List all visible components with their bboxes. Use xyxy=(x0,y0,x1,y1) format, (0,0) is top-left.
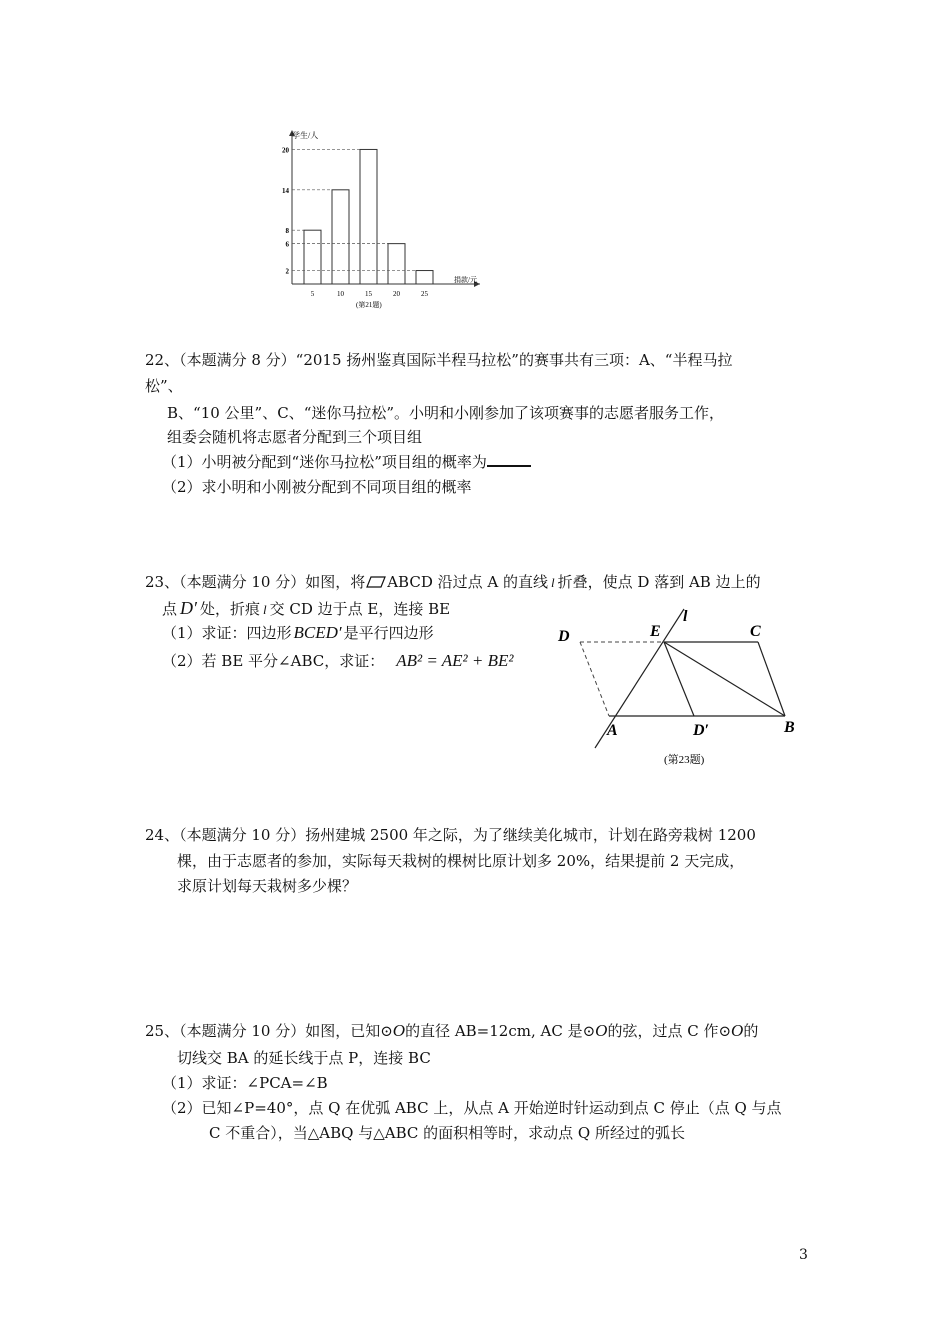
q25-part-1: （1）求证：∠PCA=∠B xyxy=(162,1074,328,1092)
q23-line-2 xyxy=(162,598,450,620)
x-tick-label: 10 xyxy=(337,290,344,298)
symbol-O-3: O xyxy=(731,1021,744,1040)
q22-line-1: 22、（本题满分 8 分）“2015 扬州鉴真国际半程马拉松”的赛事共有三项：A、“半程马拉 xyxy=(145,351,733,369)
q22-line-4: 组委会随机将志愿者分配到三个项目组 xyxy=(167,428,423,446)
y-tick-label: 20 xyxy=(282,146,289,155)
x-tick-label: 5 xyxy=(310,290,315,298)
label-C: C xyxy=(750,623,761,640)
label-l: l xyxy=(683,608,688,625)
q23-line-2b: 处，折痕 xyxy=(199,600,260,618)
q23-part-2a: （2）若 BE 平分∠ABC，求证： xyxy=(162,652,385,670)
label-E: E xyxy=(650,623,661,640)
q22-part-2: （2）求小明和小刚被分配到不同项目组的概率 xyxy=(162,478,472,496)
q23-part-2 xyxy=(162,651,513,671)
bar xyxy=(304,230,321,284)
label-B: B xyxy=(784,719,795,736)
q23-line-1a: 23、（本题满分 10 分）如图，将 xyxy=(145,573,366,591)
chart-21-plot xyxy=(282,130,480,298)
q25-part-2-cont: C 不重合），当△ABQ 与△ABC 的面积相等时，求动点 Q 所经过的弧长 xyxy=(209,1124,685,1142)
q22-line-2: 松”、 xyxy=(145,377,183,395)
figure-23-caption: (第23题) xyxy=(664,754,705,766)
q23-part-1 xyxy=(162,623,434,643)
chart-21-ylabel: 学生/人 xyxy=(292,131,319,140)
q24-line-3: 求原计划每天栽树多少棵？ xyxy=(177,877,358,895)
page-number: 3 xyxy=(799,1247,808,1263)
q22-part-1-text: （1）小明被分配到“迷你马拉松”项目组的概率为 xyxy=(162,453,487,471)
y-tick-label: 6 xyxy=(285,240,289,249)
segment-EB xyxy=(664,642,785,716)
y-tick-label: 8 xyxy=(285,227,289,236)
chart-21-caption: (第21题) xyxy=(356,301,382,309)
y-tick-label: 14 xyxy=(282,186,289,195)
symbol-bced: BCED′ xyxy=(293,623,342,642)
q23-part-1a: （1）求证：四边形 xyxy=(162,624,292,642)
q25-line-1c: 的弦，过点 C 作⊙ xyxy=(607,1022,732,1040)
x-tick-label: 15 xyxy=(365,290,372,298)
segment-ED-prime xyxy=(664,642,694,716)
q23-line-1 xyxy=(145,572,761,593)
symbol-d-prime: D′ xyxy=(180,598,197,618)
bar xyxy=(388,244,405,284)
label-A: A xyxy=(607,722,618,739)
answer-blank xyxy=(487,451,531,467)
q24-line-2: 棵，由于志愿者的参加，实际每天栽树的棵树比原计划多 20%，结果提前 2 天完成， xyxy=(177,852,745,870)
q23-part-1b: 是平行四边形 xyxy=(343,624,434,642)
x-tick-label: 25 xyxy=(421,290,428,298)
q23-line-2a: 点 xyxy=(162,600,178,618)
q23-line-1b: ABCD 沿过点 A 的直线 xyxy=(387,573,548,591)
q22-line-3: B、“10 公里”、C、“迷你马拉松”。小明和小刚参加了该项赛事的志愿者服务工作， xyxy=(167,404,725,422)
bar xyxy=(332,190,349,284)
symbol-O-2: O xyxy=(595,1021,608,1040)
q23-line-1c: 折叠，使点 D 落到 AB 边上的 xyxy=(557,573,761,591)
x-tick-label: 20 xyxy=(393,290,400,298)
q25-line-1 xyxy=(145,1021,758,1041)
q25-line-2: 切线交 BA 的延长线于点 P，连接 BC xyxy=(177,1049,431,1067)
segment-CB xyxy=(758,642,785,716)
q25-line-1b: 的直径 AB=12cm, AC 是⊙ xyxy=(405,1022,596,1040)
segment-DA-dashed xyxy=(580,642,609,716)
label-D: D xyxy=(558,628,570,645)
q25-line-1d: 的 xyxy=(743,1022,759,1040)
symbol-l: l xyxy=(551,575,555,590)
q22-part-1 xyxy=(162,451,531,472)
parallelogram-icon xyxy=(366,576,386,588)
bar xyxy=(416,271,433,284)
q25-part-2: （2）已知∠P=40°，点 Q 在优弧 ABC 上，从点 A 开始逆时针运动到点 C 停止（点 Q 与点 xyxy=(162,1099,782,1117)
q24-line-1: 24、（本题满分 10 分）扬州建城 2500 年之际，为了继续美化城市，计划在路旁栽树 1200 xyxy=(145,826,756,844)
chart-21 xyxy=(270,124,500,314)
q23-equation: AB² = AE² + BE² xyxy=(396,651,514,670)
y-tick-label: 2 xyxy=(285,267,289,276)
symbol-l-2: l xyxy=(262,602,267,617)
q25-line-1a: 25、（本题满分 10 分）如图，已知⊙ xyxy=(145,1022,393,1040)
symbol-O-1: O xyxy=(392,1021,406,1040)
label-D-prime: D′ xyxy=(693,722,710,739)
chart-21-xlabel: 捐款/元 xyxy=(454,276,477,284)
q23-line-2c: 交 CD 边于点 E，连接 BE xyxy=(269,600,451,618)
figure-23 xyxy=(552,604,812,774)
bar xyxy=(360,149,377,284)
